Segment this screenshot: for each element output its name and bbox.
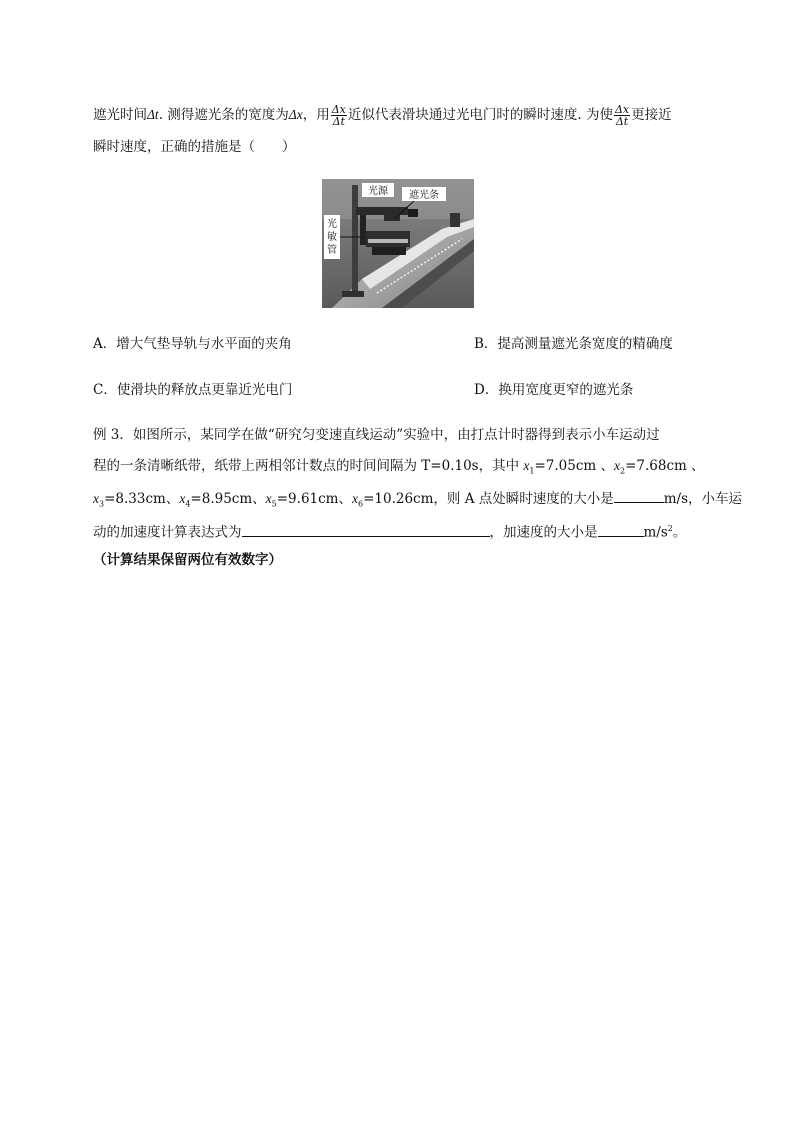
x6-subscript: 6 <box>357 499 364 509</box>
x2-symbol: x <box>614 458 621 473</box>
option-a: A．增大气垫导轨与水平面的夹角 <box>93 336 292 352</box>
light-source-label: 光源 <box>368 186 388 197</box>
air-track-photo <box>322 179 474 308</box>
x1-symbol: x <box>523 458 530 473</box>
question-text-line-2: 瞬时速度，正确的措施是（ ） <box>93 139 296 155</box>
x1-value: =7.05cm 、 <box>534 458 615 474</box>
x4-symbol: x <box>179 491 186 506</box>
x5-subscript: 5 <box>271 499 277 509</box>
example3-line-3 <box>93 488 742 515</box>
velocity-fraction <box>331 104 347 127</box>
example3-line-1: 例 3．如图所示，某同学在做“研究匀变速直线运动”实验中，由打点计时器得到表示小车运动过 <box>93 427 660 443</box>
shade-strip-label: 遮光条 <box>409 190 439 201</box>
unit-superscript: 2 <box>667 524 673 533</box>
fraction-numerator: Δx <box>331 103 346 116</box>
text-segment: 遮光时间 <box>93 107 147 123</box>
x1-subscript: 1 <box>529 466 535 476</box>
question-text-line-1 <box>93 104 672 127</box>
x5-symbol: x <box>265 491 272 506</box>
text-segment: 更接近 <box>631 107 672 123</box>
velocity-unit: m/s，小车运 <box>663 491 743 507</box>
fraction-numerator: Δx <box>614 103 630 116</box>
text-segment: 程的一条清晰纸带，纸带上两相邻计数点的时间间隔为 T=0.10s，其中 <box>93 458 524 474</box>
x5-value: =9.61cm、 <box>276 491 352 507</box>
text-segment: ，用 <box>302 107 330 123</box>
example3-line-4 <box>93 519 686 543</box>
x2-value: =7.68cm 、 <box>625 458 705 474</box>
example3-line-2 <box>93 456 705 482</box>
option-b: B．提高测量遮光条宽度的精确度 <box>474 336 673 352</box>
x3-symbol: x <box>93 491 99 506</box>
fraction-denominator: Δt <box>332 115 345 128</box>
text-segment: ，加速度的大小是 <box>489 524 598 541</box>
photo-tube-label-2: 敏 <box>327 232 337 243</box>
acceleration-answer-blank[interactable] <box>598 522 644 537</box>
text-segment: . 测得遮光条的宽度为 <box>158 107 289 123</box>
photo-tube-label-3: 管 <box>327 245 337 256</box>
velocity-fraction-2 <box>614 104 630 127</box>
photo-tube-label-1: 光 <box>327 219 337 230</box>
x4-subscript: 4 <box>185 499 191 509</box>
option-d: D．换用宽度更窄的遮光条 <box>474 382 634 398</box>
fraction-denominator: Δt <box>615 115 629 128</box>
x3-subscript: 3 <box>99 499 105 509</box>
text-segment: 近似代表滑块通过光电门时的瞬时速度. 为使 <box>347 107 613 123</box>
significant-figures-note: （计算结果保留两位有效数字） <box>93 552 282 568</box>
x6-value: =10.26cm，则 A 点处瞬时速度的大小是 <box>363 491 614 507</box>
x4-value: =8.95cm、 <box>190 491 266 507</box>
delta-x-symbol: Δx <box>288 107 303 122</box>
text-segment: 动的加速度计算表达式为 <box>93 524 242 541</box>
x6-symbol: x <box>351 491 358 506</box>
acceleration-expression-blank[interactable] <box>242 522 490 537</box>
option-c: C．使滑块的释放点更靠近光电门 <box>93 382 293 398</box>
velocity-answer-blank[interactable] <box>614 488 664 503</box>
x2-subscript: 2 <box>620 466 626 476</box>
delta-t-symbol: Δt <box>147 107 159 122</box>
acceleration-unit: m/s <box>643 524 668 541</box>
x3-value: =8.33cm、 <box>104 491 180 507</box>
text-segment: 。 <box>672 524 687 541</box>
